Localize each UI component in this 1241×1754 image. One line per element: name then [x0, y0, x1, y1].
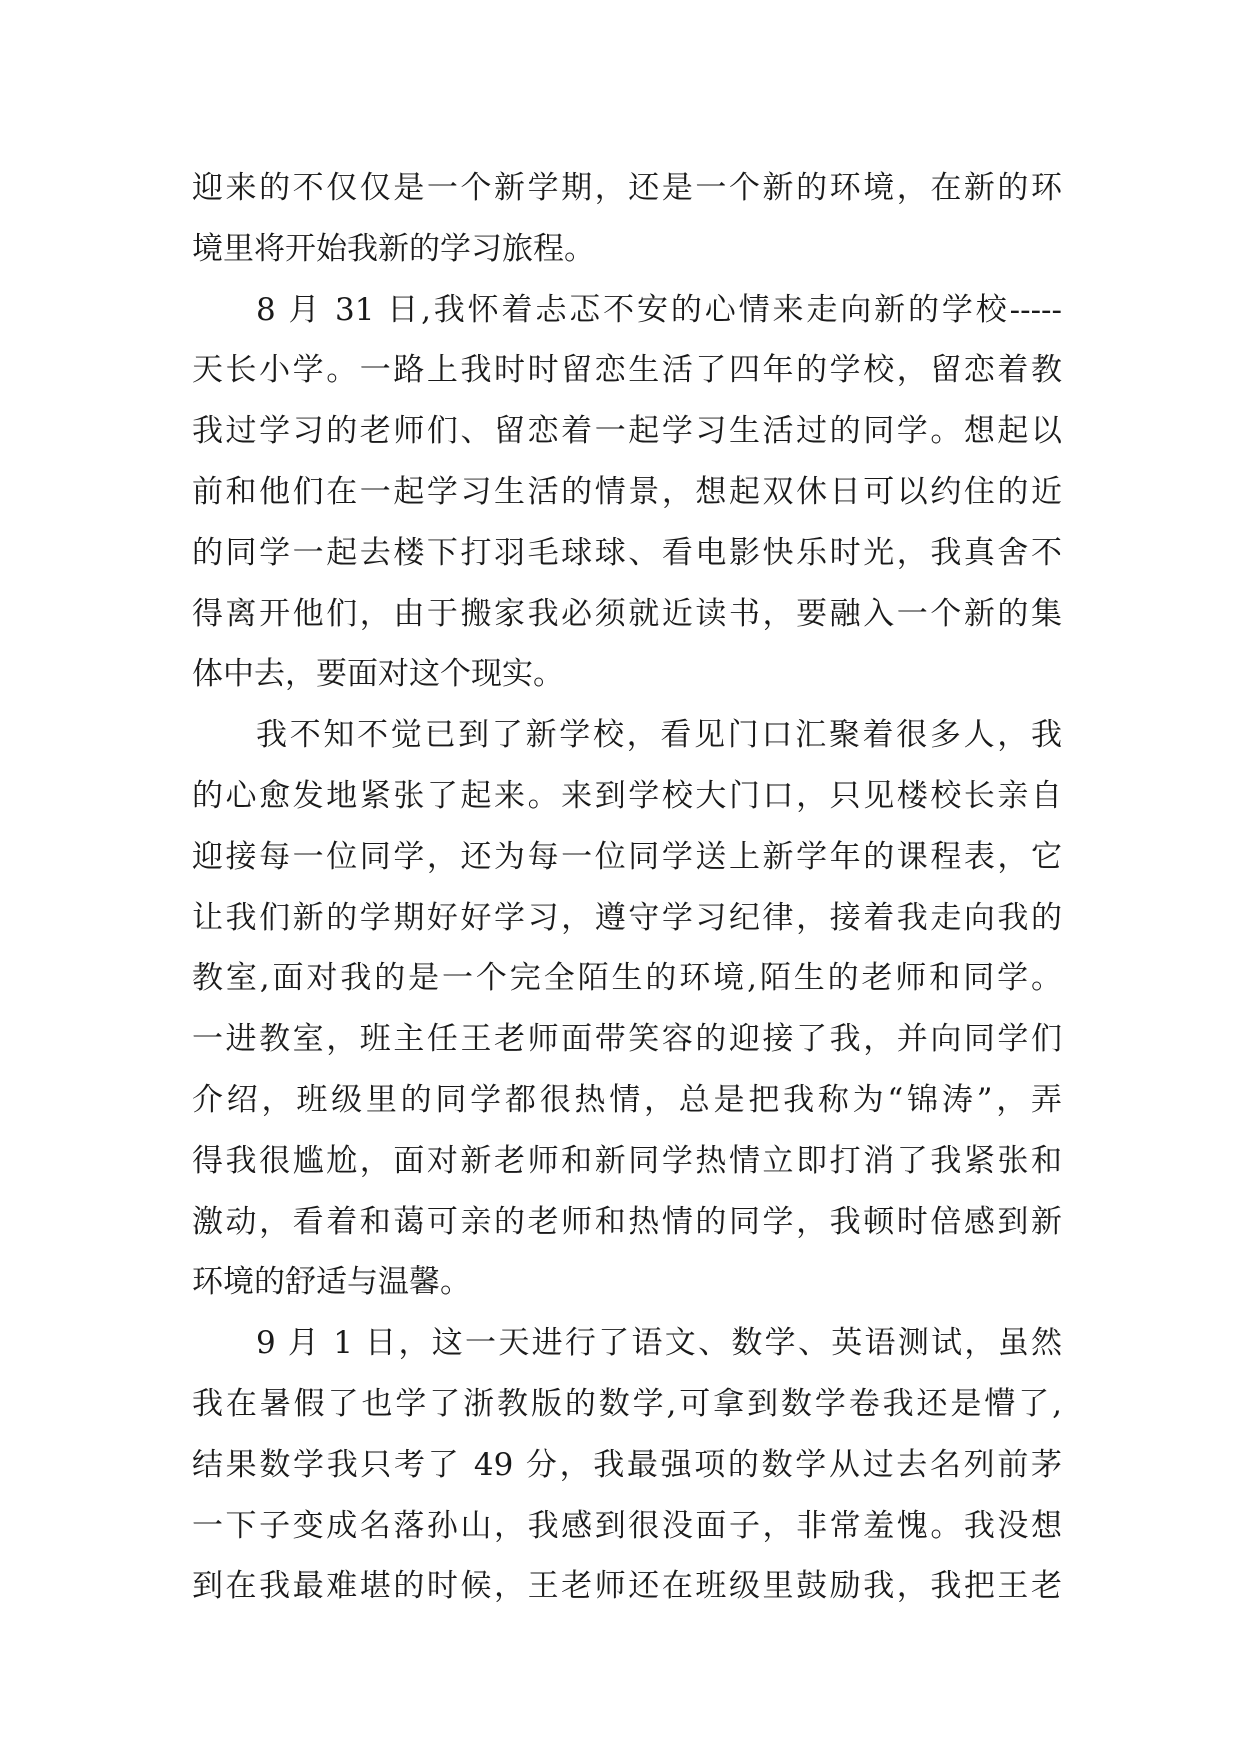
text-line: 的心愈发地紧张了起来。来到学校大门口，只见楼校长亲自: [192, 777, 1062, 814]
text-line: 一下子变成名落孙山，我感到很没面子，非常羞愧。我没想: [192, 1507, 1062, 1544]
text-line: 让我们新的学期好好学习，遵守学习纪律，接着我走向我的: [192, 899, 1062, 936]
text-line: 8 月 31 日,我怀着忐忑不安的心情来走向新的学校-----: [256, 291, 1062, 328]
text-line: 结果数学我只考了 49 分，我最强项的数学从过去名列前茅: [192, 1446, 1062, 1483]
text-line: 我不知不觉已到了新学校，看见门口汇聚着很多人，我: [256, 717, 1062, 754]
text-line: 我过学习的老师们、留恋着一起学习生活过的同学。想起以: [192, 413, 1062, 450]
text-line: 激动，看着和蔼可亲的老师和热情的同学，我顿时倍感到新: [192, 1203, 1062, 1240]
text-line: 体中去，要面对这个现实。: [192, 656, 564, 693]
text-line: 环境的舒适与温馨。: [192, 1264, 471, 1301]
text-line: 9 月 1 日，这一天进行了语文、数学、英语测试，虽然: [256, 1325, 1062, 1362]
text-line: 我在暑假了也学了浙教版的数学,可拿到数学卷我还是懵了,: [192, 1385, 1062, 1422]
text-line: 的同学一起去楼下打羽毛球球、看电影快乐时光，我真舍不: [192, 534, 1062, 571]
text-line: 教室,面对我的是一个完全陌生的环境,陌生的老师和同学。: [192, 960, 1062, 997]
text-line: 到在我最难堪的时候，王老师还在班级里鼓励我，我把王老: [192, 1568, 1062, 1605]
text-line: 天长小学。一路上我时时留恋生活了四年的学校，留恋着教: [192, 352, 1062, 389]
text-line: 迎来的不仅仅是一个新学期，还是一个新的环境，在新的环: [192, 170, 1062, 206]
text-line: 境里将开始我新的学习旅程。: [192, 230, 595, 267]
body-text: [192, 158, 1062, 1617]
text-line: 得离开他们，由于搬家我必须就近读书，要融入一个新的集: [192, 595, 1062, 632]
text-line: 介绍，班级里的同学都很热情，总是把我称为“锦涛”，弄: [192, 1081, 1062, 1118]
text-line: 得我很尴尬，面对新老师和新同学热情立即打消了我紧张和: [192, 1142, 1062, 1179]
text-line: 迎接每一位同学，还为每一位同学送上新学年的课程表，它: [192, 838, 1062, 875]
text-line: 前和他们在一起学习生活的情景，想起双休日可以约住的近: [192, 473, 1062, 510]
text-line: 一进教室，班主任王老师面带笑容的迎接了我，并向同学们: [192, 1021, 1062, 1058]
